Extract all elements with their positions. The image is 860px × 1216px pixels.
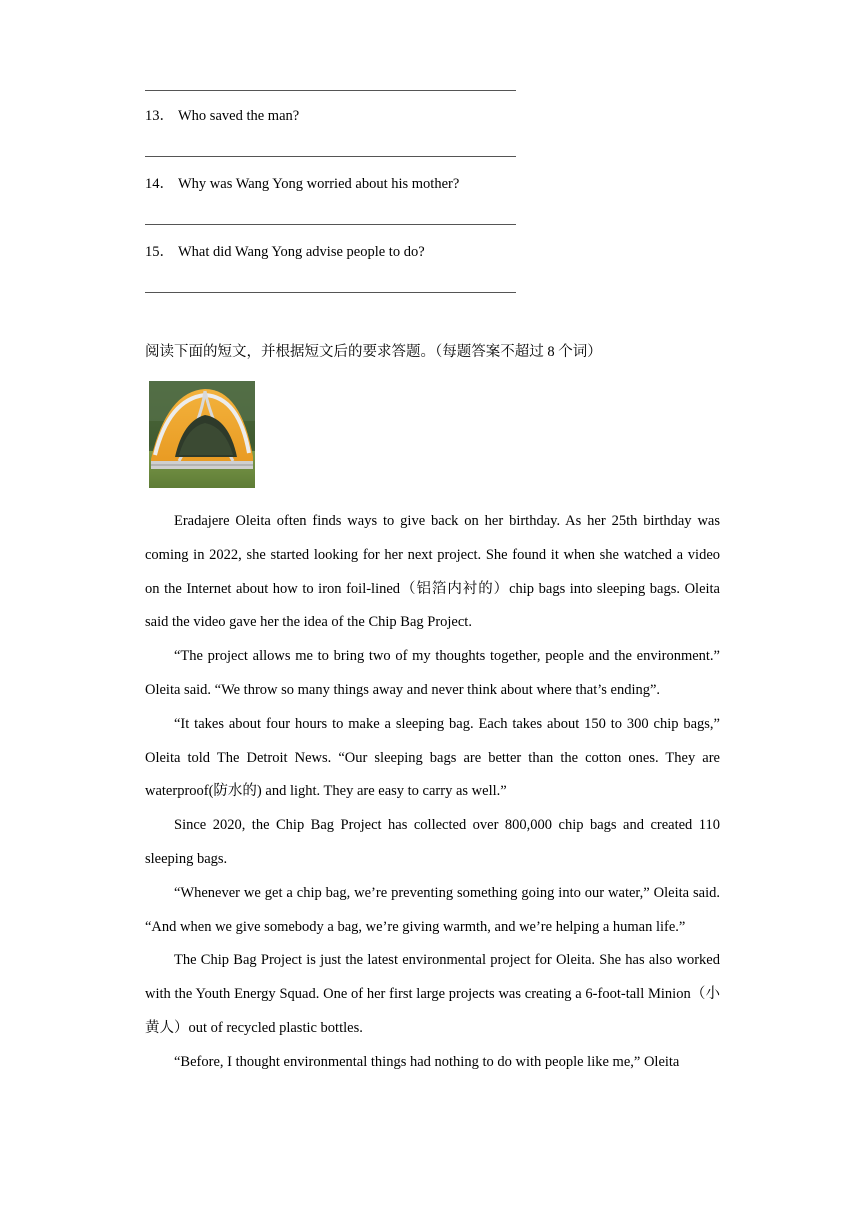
passage-paragraph: “The project allows me to bring two of my thoughts together, people and the environment.” Oleita said. “We throw so many things away and never think about where that’s ending”. (145, 648, 720, 698)
question-14 (145, 174, 459, 194)
question-text: Why was Wang Yong worried about his mother? (178, 176, 460, 192)
question-number: 15． (145, 244, 174, 260)
reading-instruction: 阅读下面的短文，并根据短文后的要求答题。（每题答案不超过 8 个词） (145, 344, 602, 360)
question-text: Who saved the man? (178, 108, 300, 124)
reading-passage (145, 505, 720, 1080)
passage-paragraph: “Before, I thought environmental things had nothing to do with people like me,” Oleita (174, 1053, 680, 1070)
question-text: What did Wang Yong advise people to do? (178, 244, 425, 260)
passage-paragraph: “Whenever we get a chip bag, we’re preventing something going into our water,” Oleita said. “And when we give somebody a bag, we’re giving warmth, and we’re helping a human life.” (145, 884, 720, 935)
answer-line-12[interactable] (145, 90, 516, 91)
question-number: 13． (145, 108, 174, 124)
passage-paragraph: Eradajere Oleita often finds ways to give back on her birthday. As her 25th birthday was coming in 2022, she started looking for her next project. She found it when she watched a video on the Internet about how to iron foil-lined（铝箔内衬的）chip bags into sleeping bags. Oleita said the video gave her the idea of the Chip Bag Project. (145, 513, 720, 631)
answer-line-14[interactable] (145, 224, 516, 225)
passage-paragraph: “It takes about four hours to make a sleeping bag. Each takes about 150 to 300 chip bags,” Oleita told The Detroit News. “Our sleeping bags are better than the cotton ones. They are waterproof(防水的) and light. They are easy to carry as well.” (145, 715, 720, 800)
passage-paragraph: The Chip Bag Project is just the latest environmental project for Oleita. She has also worked with the Youth Energy Squad. One of her first large projects was creating a 6-foot-tall Minion（小黄人）out of recycled plastic bottles. (145, 952, 720, 1036)
question-number: 14． (145, 176, 174, 192)
question-15 (145, 242, 425, 262)
answer-line-15[interactable] (145, 292, 516, 293)
tent-photo (149, 381, 255, 488)
answer-line-13[interactable] (145, 156, 516, 157)
passage-paragraph: Since 2020, the Chip Bag Project has collected over 800,000 chip bags and created 110 sleeping bags. (145, 817, 720, 867)
question-13 (145, 106, 299, 126)
